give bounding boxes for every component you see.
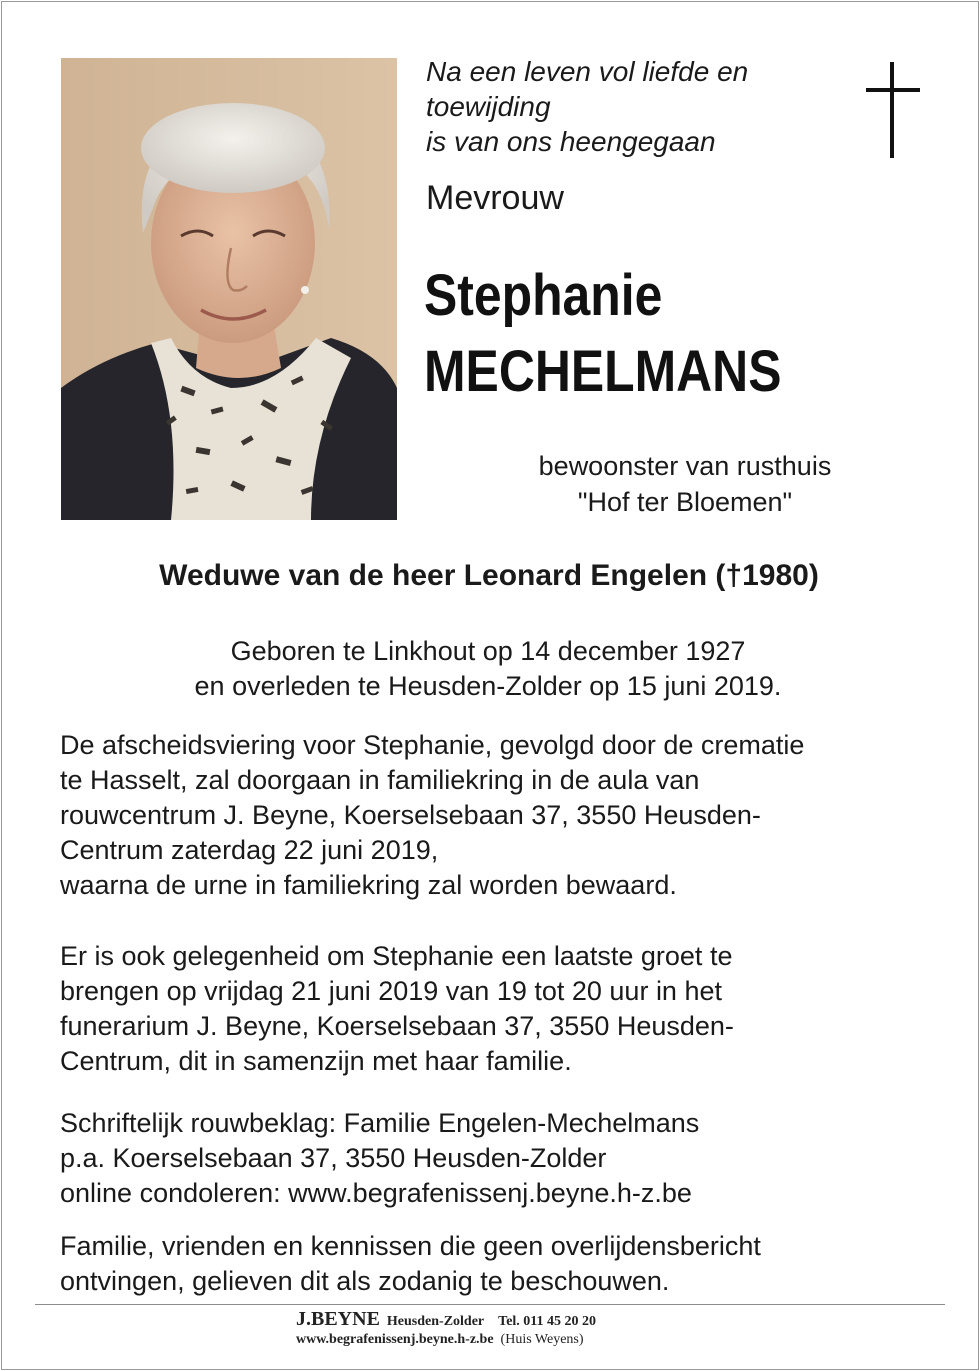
birth-death-dates bbox=[0, 634, 976, 704]
deceased-name bbox=[424, 258, 871, 410]
paragraph-line: p.a. Koerselsebaan 37, 3550 Heusden-Zolder bbox=[60, 1143, 607, 1173]
paragraph-line: online condoleren: www.begrafenissenj.beyne.h-z.be bbox=[60, 1178, 692, 1208]
paragraph-line: te Hasselt, zal doorgaan in familiekring in de aula van bbox=[60, 765, 700, 795]
paragraph-line: Familie, vrienden en kennissen die geen overlijdensbericht bbox=[60, 1231, 761, 1261]
paragraph-line: De afscheidsviering voor Stephanie, gevolgd door de crematie bbox=[60, 730, 805, 760]
intro-line: toewijding bbox=[426, 91, 551, 122]
paragraph-line: Centrum, dit in samenzijn met haar familie. bbox=[60, 1046, 572, 1076]
farewell-paragraph bbox=[60, 728, 940, 903]
funeral-home-location: Heusden-Zolder bbox=[386, 1314, 485, 1329]
cross-icon bbox=[864, 62, 924, 162]
residence-line: bewoonster van rusthuis bbox=[538, 451, 832, 481]
paragraph-line: waarna de urne in familiekring zal worden bewaard. bbox=[60, 870, 677, 900]
paragraph-line: brengen op vrijdag 21 juni 2019 van 19 tot 20 uur in het bbox=[60, 976, 722, 1006]
paragraph-line: funerarium J. Beyne, Koerselsebaan 37, 3550 Heusden- bbox=[60, 1011, 734, 1041]
funeral-home-note: (Huis Weyens) bbox=[500, 1332, 584, 1347]
residence-line: "Hof ter Bloemen" bbox=[577, 487, 793, 517]
death-line: en overleden te Heusden-Zolder op 15 juni 2019. bbox=[194, 671, 782, 701]
funeral-home-website: www.begrafenissenj.beyne.h-z.be bbox=[296, 1332, 494, 1347]
residence-info bbox=[470, 448, 900, 520]
portrait-illustration bbox=[61, 58, 397, 520]
paragraph-line: ontvingen, gelieven dit als zodanig te beschouwen. bbox=[60, 1266, 670, 1296]
salutation: Mevrouw bbox=[426, 179, 564, 217]
paragraph-line: Schriftelijk rouwbeklag: Familie Engelen-Mechelmans bbox=[60, 1108, 700, 1138]
intro-line: Na een leven vol liefde en bbox=[426, 56, 749, 87]
widow-line: Weduwe van de heer Leonard Engelen (†1980) bbox=[159, 559, 819, 592]
portrait-photo bbox=[61, 58, 397, 520]
funeral-home-footer bbox=[296, 1310, 816, 1349]
condolences-paragraph bbox=[60, 1106, 940, 1211]
funeral-home-brand: J.BEYNE bbox=[296, 1308, 380, 1330]
visitation-paragraph bbox=[60, 939, 940, 1079]
footer-divider bbox=[35, 1304, 945, 1305]
last-name: MECHELMANS bbox=[424, 339, 782, 404]
intro-text bbox=[426, 54, 826, 159]
paragraph-line: Er is ook gelegenheid om Stephanie een laatste groet te bbox=[60, 941, 733, 971]
funeral-home-phone: Tel. 011 45 20 20 bbox=[498, 1314, 597, 1329]
first-name: Stephanie bbox=[424, 263, 663, 328]
intro-line: is van ons heengegaan bbox=[426, 126, 716, 157]
notice-paragraph bbox=[60, 1229, 940, 1299]
birth-line: Geboren te Linkhout op 14 december 1927 bbox=[230, 636, 746, 666]
paragraph-line: Centrum zaterdag 22 juni 2019, bbox=[60, 835, 439, 865]
paragraph-line: rouwcentrum J. Beyne, Koerselsebaan 37, 3550 Heusden- bbox=[60, 800, 761, 830]
